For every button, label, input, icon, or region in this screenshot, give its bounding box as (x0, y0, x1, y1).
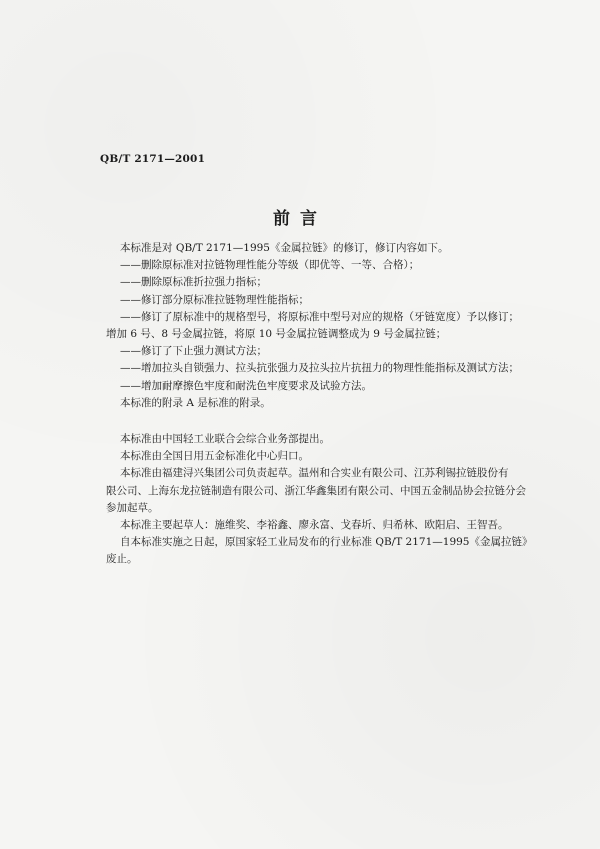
body-line: 本标准由全国日用五金标准化中心归口。 (120, 450, 309, 463)
body-line: ——增加耐摩擦色牢度和耐洗色牢度要求及试验方法。 (120, 379, 372, 392)
paragraph-gap (106, 412, 554, 431)
body-line: 本标准由中国轻工业联合会综合业务部提出。 (120, 433, 330, 446)
body-line: ——修订部分原标准拉链物理性能指标； (120, 293, 309, 306)
body-line: 增加 6 号、8 号金属拉链，将原 10 号金属拉链调整成为 9 号金属拉链； (106, 328, 447, 341)
body-line: 参加起草。 (106, 501, 159, 514)
body-line: 本标准由福建浔兴集团公司负责起草。温州和合实业有限公司、江苏利锡拉链股份有 (120, 467, 509, 480)
body-line: ——删除原标准对拉链物理性能分等级（即优等、一等、合格）； (120, 259, 420, 272)
document-body (106, 240, 554, 569)
body-line: ——修订了原标准中的规格型号，将原标准中型号对应的规格（牙链宽度）予以修订； (120, 310, 519, 323)
page-title: 前言 (273, 209, 327, 229)
body-line: 本标准是对 QB/T 2171—1995《金属拉链》的修订，修订内容如下。 (120, 242, 449, 254)
body-line: 废止。 (106, 553, 138, 566)
document-code: QB/T 2171—2001 (100, 153, 206, 165)
body-line: 自本标准实施之日起，原国家轻工业局发布的行业标准 QB/T 2171—1995《金属拉链》 (120, 536, 533, 549)
body-line: ——增加拉头自锁强力、拉头抗张强力及拉头拉片抗扭力的物理性能指标及测试方法； (120, 362, 519, 375)
body-line: ——删除原标准折拉强力指标； (120, 276, 267, 289)
body-line: 限公司、上海东龙拉链制造有限公司、浙江华鑫集团有限公司、中国五金制品协会拉链分会 (106, 484, 526, 497)
body-line: 本标准的附录 A 是标准的附录。 (120, 396, 271, 409)
body-line: 本标准主要起草人：施维奖、李裕鑫、廖永富、戈春圻、归希林、欧阳启、王智吾。 (120, 519, 509, 532)
body-line: ——修订了下止强力测试方法； (120, 345, 267, 358)
